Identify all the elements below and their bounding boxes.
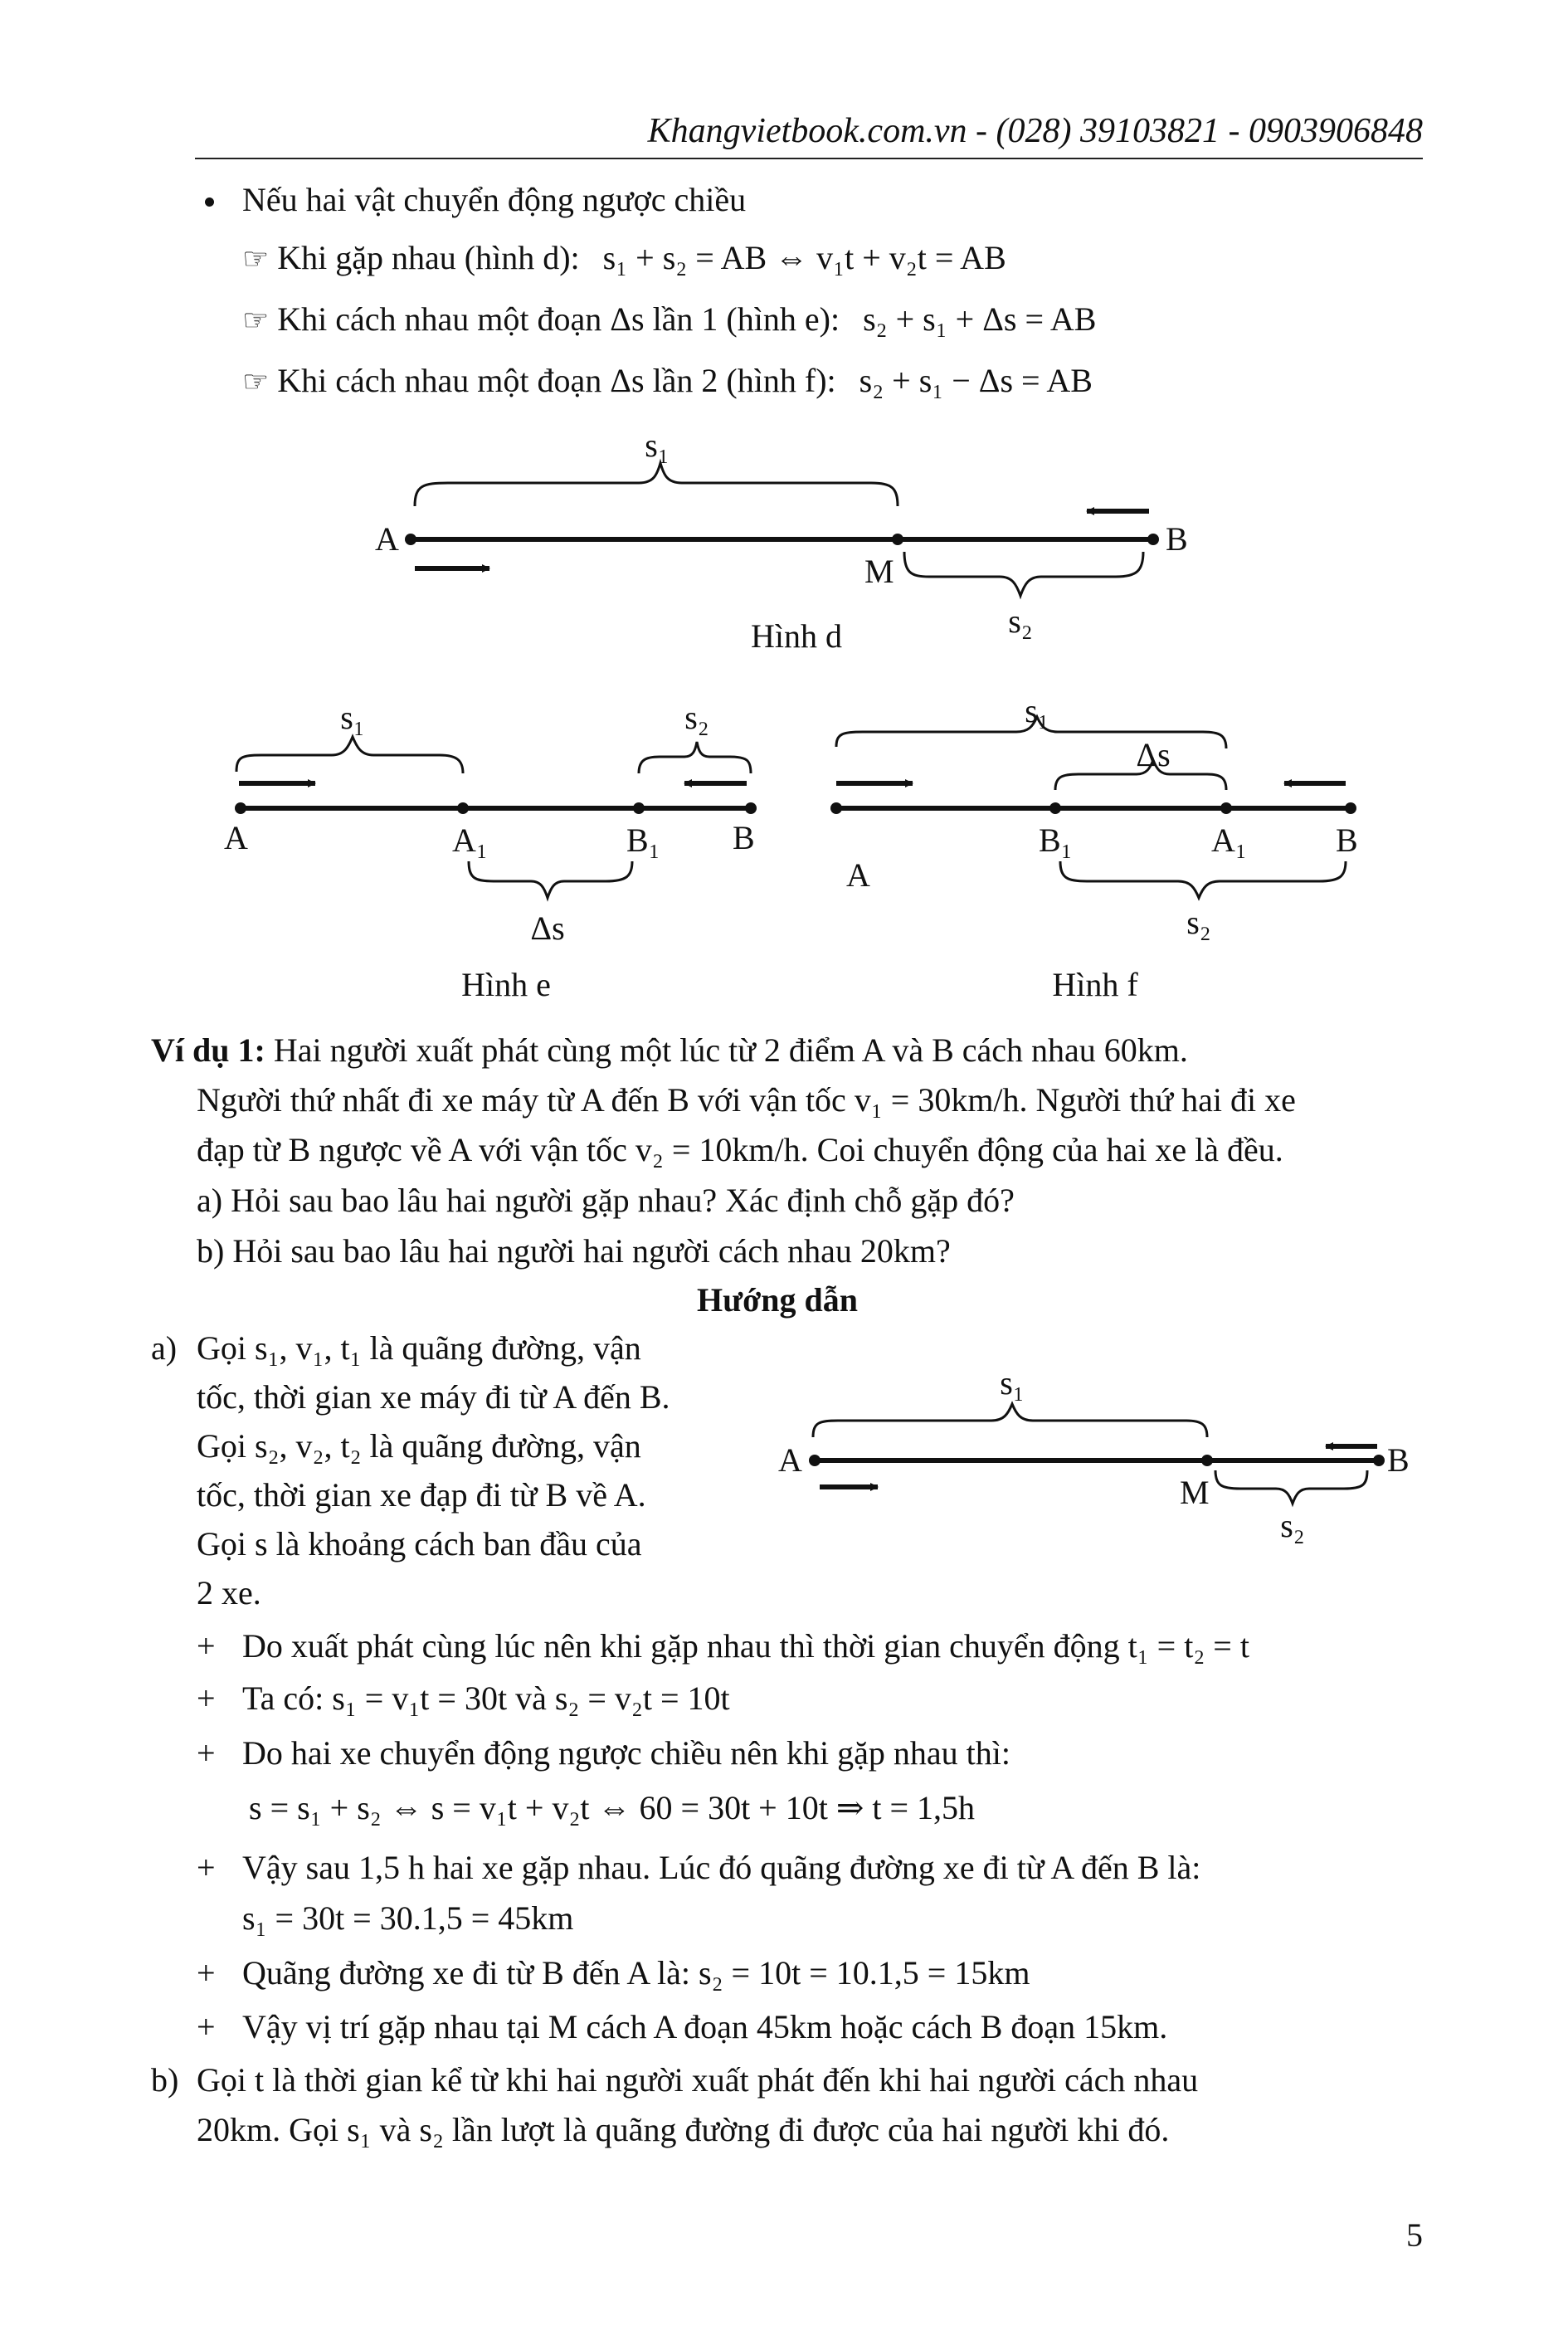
rule-line-2 [242,295,1096,344]
example-question-b: b) Hỏi sau bao lâu hai người hai người cách nhau 20km? [197,1232,951,1270]
rule-line-1-text: Khi gặp nhau (hình d): [277,239,580,276]
example-line-2: Người thứ nhất đi xe máy từ A đến B với vận tốc v₁ = 30km/h. Người thứ hai đi xe [197,1081,1296,1119]
solution-a-line-6: 2 xe. [197,1574,261,1611]
solution-a-line-1: Gọi s₁, v₁, t₁ là quãng đường, vận [197,1329,641,1367]
point-A1 [457,802,469,814]
step-2-plus: + [197,1679,216,1717]
label-s1: s₁ [645,427,670,464]
example-figure [772,1361,1435,1543]
rule-line-2-equation: s₂ + s₁ + Δs = AB [863,300,1097,338]
label-s2: s₂ [1008,602,1033,640]
figure-d [357,415,1228,672]
label-B1: B₁ [1039,821,1073,859]
label-s2: s₂ [1186,904,1211,941]
caption-hinh-d: Hình d [751,617,842,655]
label-B: B [733,819,755,856]
rule-line-3 [242,357,1093,405]
label-B1: B₁ [626,821,660,859]
brace-ds [469,861,632,898]
point-B [745,802,757,814]
example-question-a: a) Hỏi sau bao lâu hai người gặp nhau? Xác định chỗ gặp đó? [197,1182,1015,1219]
brace-s1 [813,1404,1207,1437]
label-ds: Δs [1136,736,1171,773]
label-B: B [1387,1441,1410,1479]
point-A [809,1455,821,1466]
rule-line-1-equation: s₁ + s₂ = AB ⇔ v₁t + v₂t = AB [602,239,1006,276]
solution-b-line-1: Gọi t là thời gian kể từ khi hai người xuất phát đến khi hai người cách nhau [197,2061,1199,2099]
point-A [405,534,416,545]
solution-a-line-5: Gọi s là khoảng cách ban đầu của [197,1525,642,1562]
step-3-equation: s = s₁ + s₂ ⇔ s = v₁t + v₂t ⇔ 60 = 30t + 10t ⇒ t = 1,5h [249,1789,976,1826]
label-s1: s₁ [1025,692,1049,729]
page-header: Khangvietbook.com.vn - (028) 39103821 - 0903906848 [647,112,1423,150]
step-4-equation: s₁ = 30t = 30.1,5 = 45km [242,1899,574,1937]
step-3-plus: + [197,1734,216,1772]
point-B1 [1049,802,1061,814]
caption-hinh-e: Hình e [461,966,551,1003]
pointing-hand-icon: ☞ [242,242,270,275]
rule-line-2-text: Khi cách nhau một đoạn Δs lần 1 (hình e): [277,300,840,338]
label-B: B [1336,821,1358,859]
point-B [1345,802,1356,814]
brace-s2 [1215,1470,1367,1504]
brace-s2 [639,742,751,773]
step-5-plus: + [197,1954,216,1991]
step-1: Do xuất phát cùng lúc nên khi gặp nhau thì thời gian chuyển động t₁ = t₂ = t [242,1627,1249,1665]
example-label: Ví dụ 1: [151,1031,265,1069]
solution-a-label: a) [151,1329,178,1367]
step-1-plus: + [197,1627,216,1665]
figure-f [813,680,1394,1012]
page-number: 5 [1406,2216,1423,2254]
step-6: Vậy vị trí gặp nhau tại M cách A đoạn 45km hoặc cách B đoạn 15km. [242,2008,1168,2045]
point-B1 [633,802,645,814]
label-B: B [1166,520,1188,558]
pointing-hand-icon: ☞ [242,365,270,398]
brace-s2 [904,552,1143,596]
brace-s1 [415,463,898,506]
solution-a-line-2: tốc, thời gian xe máy đi từ A đến B. [197,1378,670,1416]
label-A: A [224,819,248,856]
brace-s1 [236,737,463,773]
rule-line-1 [242,234,1006,282]
point-M [892,534,903,545]
label-s1: s₁ [1000,1364,1025,1402]
label-A: A [375,520,399,558]
label-A: A [778,1441,802,1479]
solution-b-label: b) [151,2061,179,2099]
point-A [235,802,246,814]
step-3: Do hai xe chuyển động ngược chiều nên khi gặp nhau thì: [242,1734,1010,1772]
step-4-plus: + [197,1849,216,1886]
solution-heading: Hướng dẫn [697,1281,859,1319]
label-s2: s₂ [684,699,709,736]
solution-a-line-4: tốc, thời gian xe đạp đi từ B về A. [197,1476,646,1514]
rule-line-3-text: Khi cách nhau một đoạn Δs lần 2 (hình f): [277,362,836,399]
caption-hinh-f: Hình f [1052,966,1138,1003]
label-A: A [846,856,870,894]
pointing-hand-icon: ☞ [242,304,270,337]
step-6-plus: + [197,2008,216,2045]
bullet-title: Nếu hai vật chuyển động ngược chiều [242,181,747,218]
header-rule [195,158,1423,159]
example-line-1 [151,1026,1420,1075]
bullet-dot [205,197,214,207]
rule-line-3-equation: s₂ + s₁ − Δs = AB [859,362,1093,399]
step-5: Quãng đường xe đi từ B đến A là: s₂ = 10t = 10.1,5 = 15km [242,1954,1030,1991]
point-A1 [1220,802,1232,814]
point-M [1201,1455,1213,1466]
label-s1: s₁ [340,699,365,736]
label-M: M [1180,1474,1210,1511]
label-M: M [864,553,894,590]
point-B [1147,534,1159,545]
solution-a-line-3: Gọi s₂, v₂, t₂ là quãng đường, vận [197,1427,641,1465]
label-s2: s₂ [1280,1507,1305,1543]
step-4: Vậy sau 1,5 h hai xe gặp nhau. Lúc đó quãng đường xe đi từ A đến B là: [242,1849,1201,1886]
label-ds: Δs [530,909,565,947]
example-line-3: đạp từ B ngược về A với vận tốc v₂ = 10km/h. Coi chuyển động của hai xe là đều. [197,1131,1283,1168]
example-line-1-text: Hai người xuất phát cùng một lúc từ 2 điểm A và B cách nhau 60km. [273,1031,1188,1069]
label-A1: A₁ [452,821,488,859]
label-A1: A₁ [1211,821,1247,859]
step-2: Ta có: s₁ = v₁t = 30t và s₂ = v₂t = 10t [242,1679,730,1717]
brace-s2 [1060,861,1346,898]
solution-b-line-2: 20km. Gọi s₁ và s₂ lần lượt là quãng đường đi được của hai người khi đó. [197,2111,1170,2148]
figure-e [199,680,796,1012]
point-A [830,802,842,814]
point-B [1373,1455,1385,1466]
